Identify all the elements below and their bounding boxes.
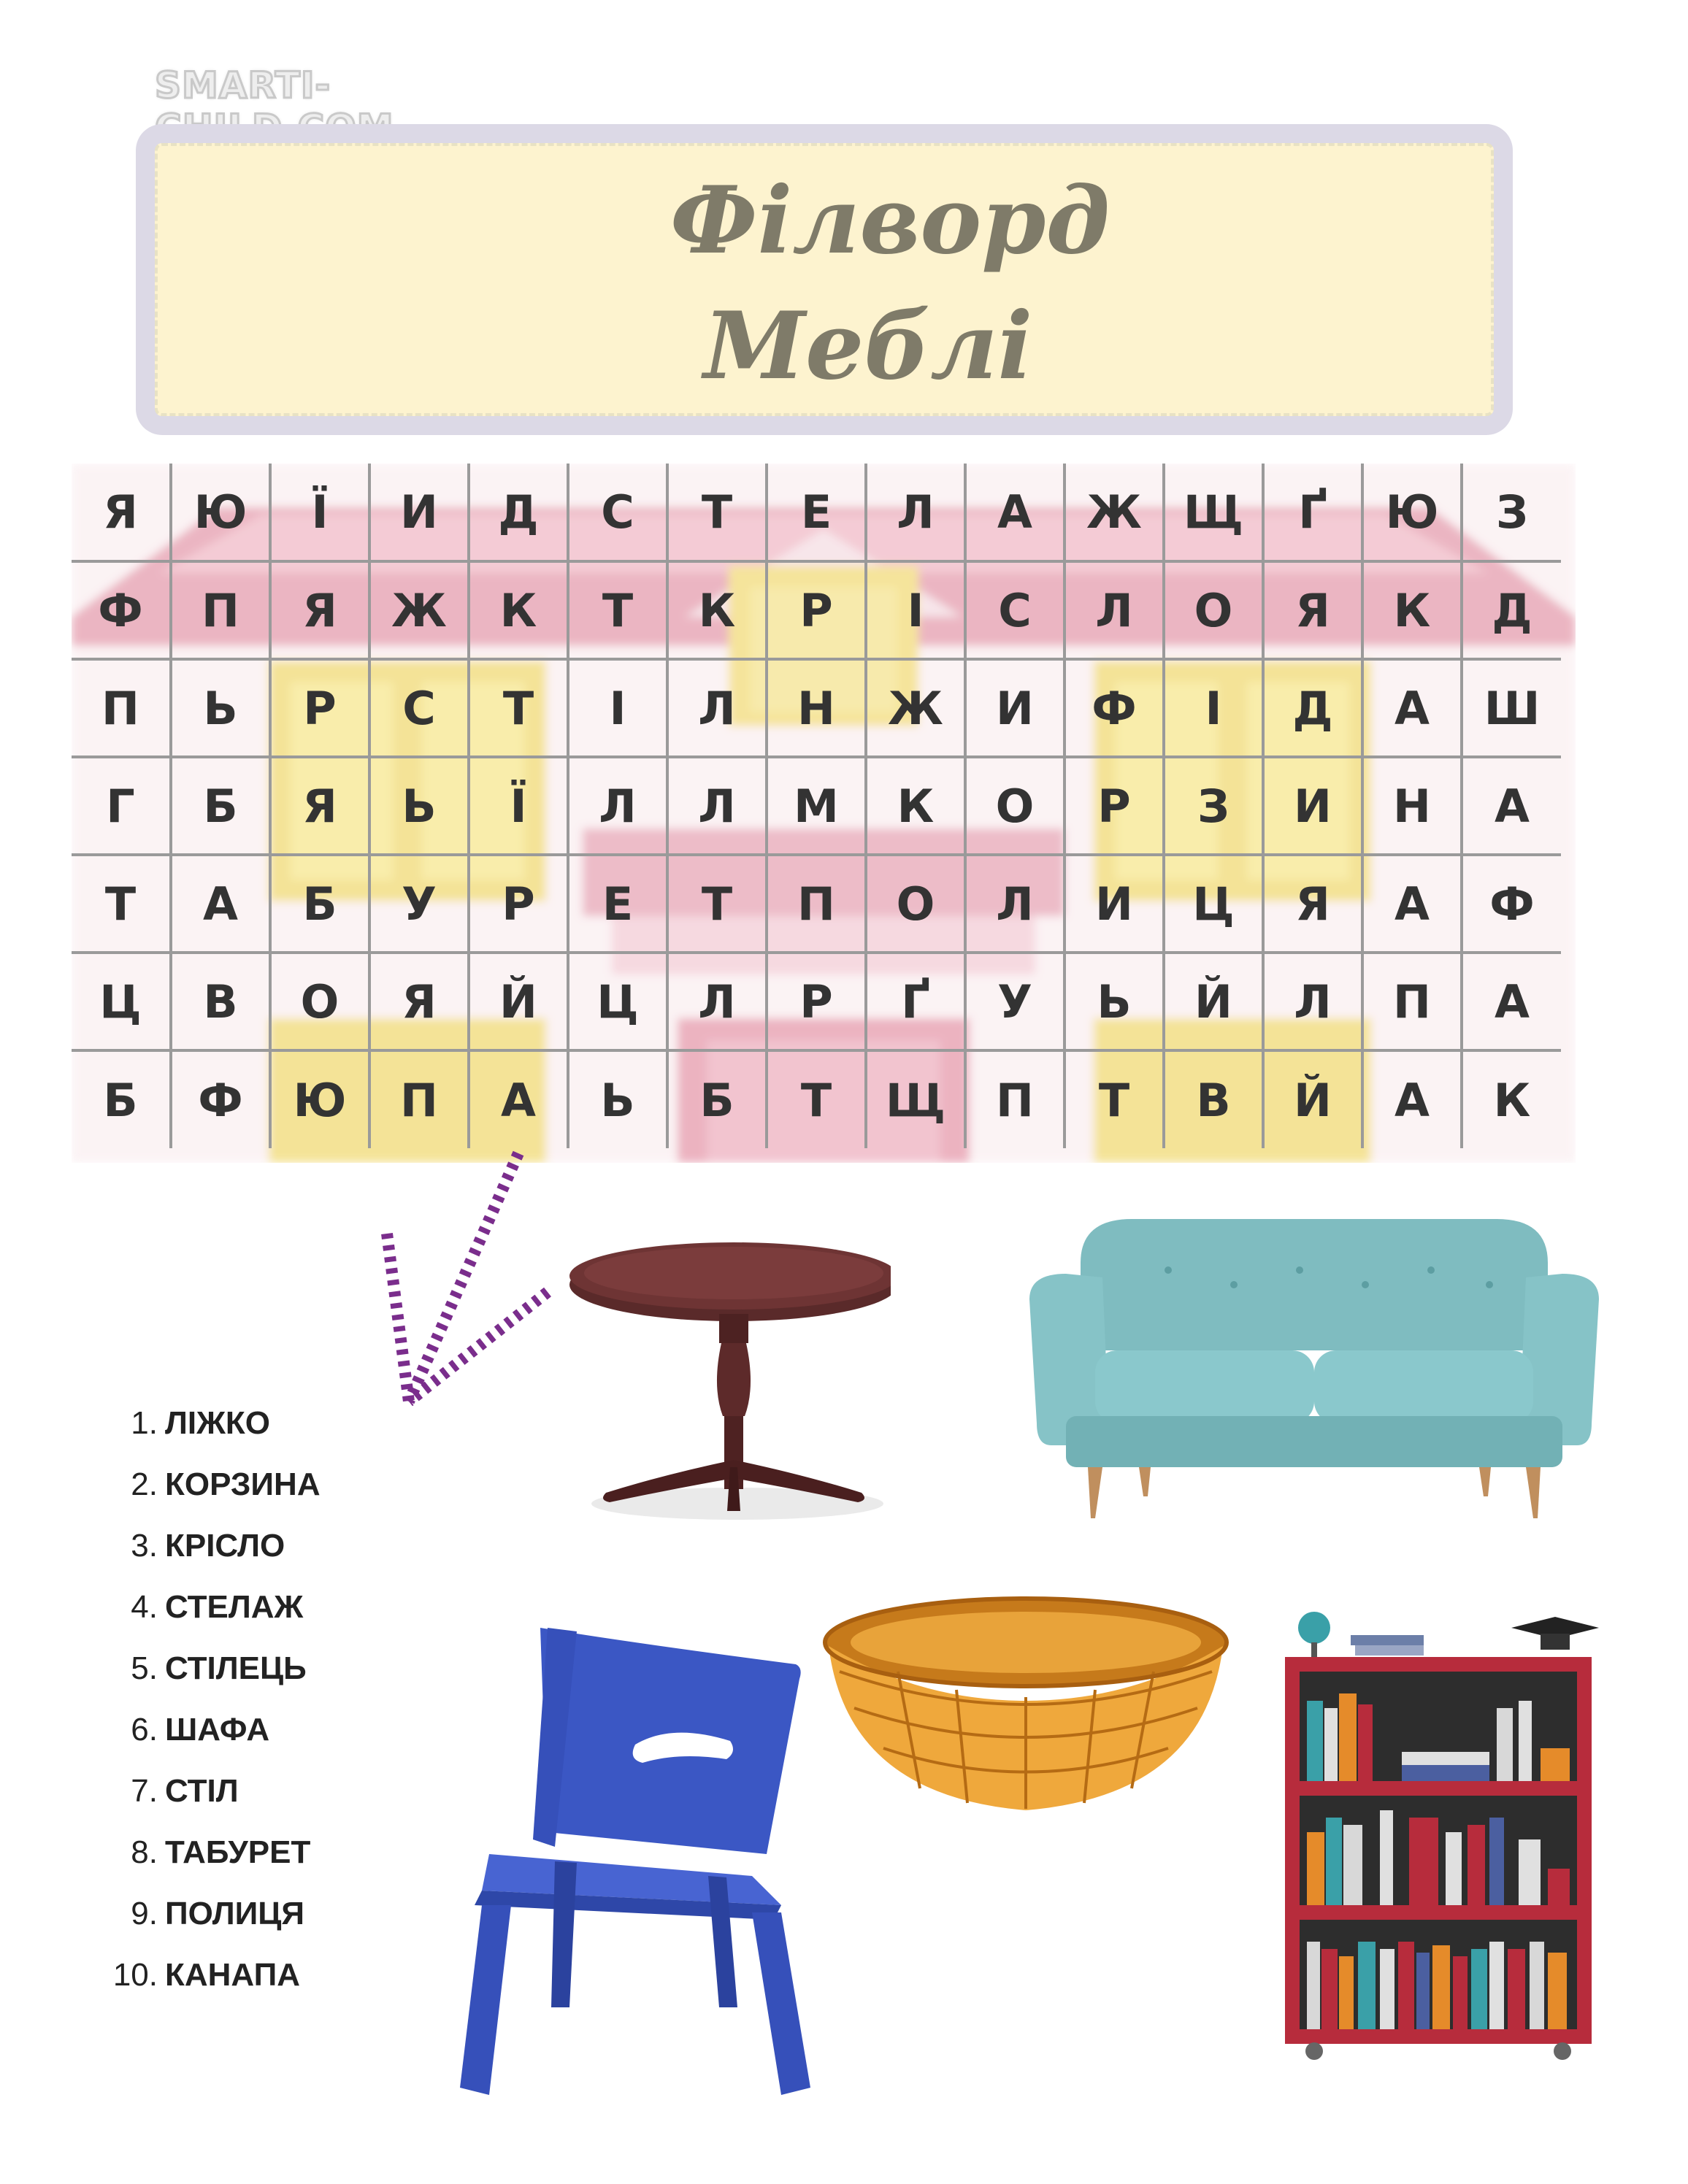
watermark-logo: SMARTI- [155,64,331,107]
word-list [88,1393,321,2006]
grid-cell: Р [270,659,369,757]
grid-cell: Я [270,561,369,659]
grid-cell: І [1164,659,1263,757]
grid-cell: А [171,855,270,953]
list-item: 7. СТІЛ [131,1773,239,1809]
grid-cell: А [1362,1050,1462,1148]
grid-cell: Р [767,561,866,659]
grid-cell: П [965,1050,1064,1148]
grid-cell: К [469,561,568,659]
word-search-grid [72,464,1576,1163]
grid-cell: К [667,561,767,659]
grid-cell: Ь [171,659,270,757]
grid-cell: Ь [369,757,469,855]
grid-cell: Я [1263,855,1362,953]
round-table-image [555,1241,891,1533]
grid-cell: А [1462,757,1561,855]
grid-cell: А [1362,855,1462,953]
grid-cell: О [1164,561,1263,659]
grid-cell: Б [667,1050,767,1148]
grid-cell: О [866,855,965,953]
grid-cell: Т [667,855,767,953]
grid-row [72,659,1561,757]
grid-cell: Н [1362,757,1462,855]
grid-cell: Ш [1462,659,1561,757]
grid-cell: И [1064,855,1164,953]
grid-cell: Л [866,464,965,561]
chair-image [431,1613,825,2124]
grid-cell: Ф [1064,659,1164,757]
grid-cell: Ґ [866,953,965,1050]
grid-cell: Ф [72,561,171,659]
grid-row [72,953,1561,1050]
grid-cell: Е [568,855,667,953]
grid-cell: С [965,561,1064,659]
grid-cell: С [568,464,667,561]
grid-cell: Л [965,855,1064,953]
grid-cell: Т [767,1050,866,1148]
grid-cell: Т [1064,1050,1164,1148]
grid-cell: Т [568,561,667,659]
grid-cell: П [369,1050,469,1148]
grid-cell: И [1263,757,1362,855]
grid-row [72,757,1561,855]
grid-cell: Г [72,757,171,855]
grid-row [72,855,1561,953]
grid-cell: А [1362,659,1462,757]
grid-cell: В [1164,1050,1263,1148]
grid-cell: Я [369,953,469,1050]
grid-cell: Ї [469,757,568,855]
grid-cell: Ф [1462,855,1561,953]
list-item: 10. КАНАПА [112,1957,301,1993]
grid-cell: Ю [270,1050,369,1148]
grid-cell: У [965,953,1064,1050]
grid-cell: Ь [568,1050,667,1148]
grid-cell: Е [767,464,866,561]
grid-cell: А [965,464,1064,561]
basket-image [818,1591,1234,1825]
list-item: 2. КОРЗИНА [131,1466,321,1502]
grid-cell: Й [1164,953,1263,1050]
grid-cell: Л [1064,561,1164,659]
grid-cell: О [965,757,1064,855]
grid-cell: Р [469,855,568,953]
grid-cell: Ж [369,561,469,659]
grid-cell: Ю [1362,464,1462,561]
grid-cell: Л [667,757,767,855]
letter-table [72,464,1561,1148]
sofa-image [1022,1204,1606,1533]
grid-row [72,464,1561,561]
list-item: 9. ПОЛИЦЯ [131,1896,305,1931]
grid-cell: Ґ [1263,464,1362,561]
grid-cell: П [171,561,270,659]
grid-cell: Я [1263,561,1362,659]
bookshelf-image [1270,1599,1606,2066]
grid-cell: Щ [866,1050,965,1148]
grid-cell: К [1462,1050,1561,1148]
grid-cell: А [1462,953,1561,1050]
list-item: 1. ЛІЖКО [131,1405,270,1441]
grid-cell: Щ [1164,464,1263,561]
grid-cell: Й [469,953,568,1050]
grid-cell: Б [171,757,270,855]
grid-row [72,561,1561,659]
grid-cell: Р [767,953,866,1050]
list-item: 3. КРІСЛО [131,1528,285,1564]
arrow-icon [365,1139,569,1431]
grid-cell: Ц [1164,855,1263,953]
grid-cell: Н [767,659,866,757]
grid-cell: П [72,659,171,757]
grid-cell: Д [469,464,568,561]
grid-cell: Л [667,953,767,1050]
grid-cell: Я [270,757,369,855]
grid-cell: Т [72,855,171,953]
grid-cell: Б [270,855,369,953]
grid-cell: Б [72,1050,171,1148]
list-item: 6. ШАФА [131,1712,270,1747]
grid-cell: І [568,659,667,757]
grid-cell: Л [1263,953,1362,1050]
grid-cell: Р [1064,757,1164,855]
grid-cell: Д [1263,659,1362,757]
grid-cell: Т [469,659,568,757]
page-title: Філворд [670,166,1110,274]
grid-cell: И [369,464,469,561]
grid-cell: І [866,561,965,659]
grid-cell: Ж [1064,464,1164,561]
grid-cell: А [469,1050,568,1148]
grid-cell: Й [1263,1050,1362,1148]
grid-row [72,1050,1561,1148]
page-subtitle: Меблі [703,292,1033,400]
grid-cell: Ф [171,1050,270,1148]
grid-cell: З [1164,757,1263,855]
grid-cell: Ї [270,464,369,561]
grid-cell: Ю [171,464,270,561]
grid-cell: П [1362,953,1462,1050]
grid-cell: Л [568,757,667,855]
list-item: 5. СТІЛЕЦЬ [131,1650,307,1686]
grid-cell: И [965,659,1064,757]
grid-cell: С [369,659,469,757]
grid-cell: Л [667,659,767,757]
grid-cell: Ц [568,953,667,1050]
grid-cell: М [767,757,866,855]
grid-cell: К [866,757,965,855]
grid-cell: К [1362,561,1462,659]
grid-cell: Ь [1064,953,1164,1050]
grid-cell: Ж [866,659,965,757]
grid-cell: В [171,953,270,1050]
grid-cell: П [767,855,866,953]
grid-cell: У [369,855,469,953]
list-item: 4. СТЕЛАЖ [131,1589,304,1625]
grid-cell: Т [667,464,767,561]
grid-cell: О [270,953,369,1050]
grid-cell: Д [1462,561,1561,659]
grid-cell: Я [72,464,171,561]
grid-cell: З [1462,464,1561,561]
grid-cell: Ц [72,953,171,1050]
list-item: 8. ТАБУРЕТ [131,1834,311,1870]
